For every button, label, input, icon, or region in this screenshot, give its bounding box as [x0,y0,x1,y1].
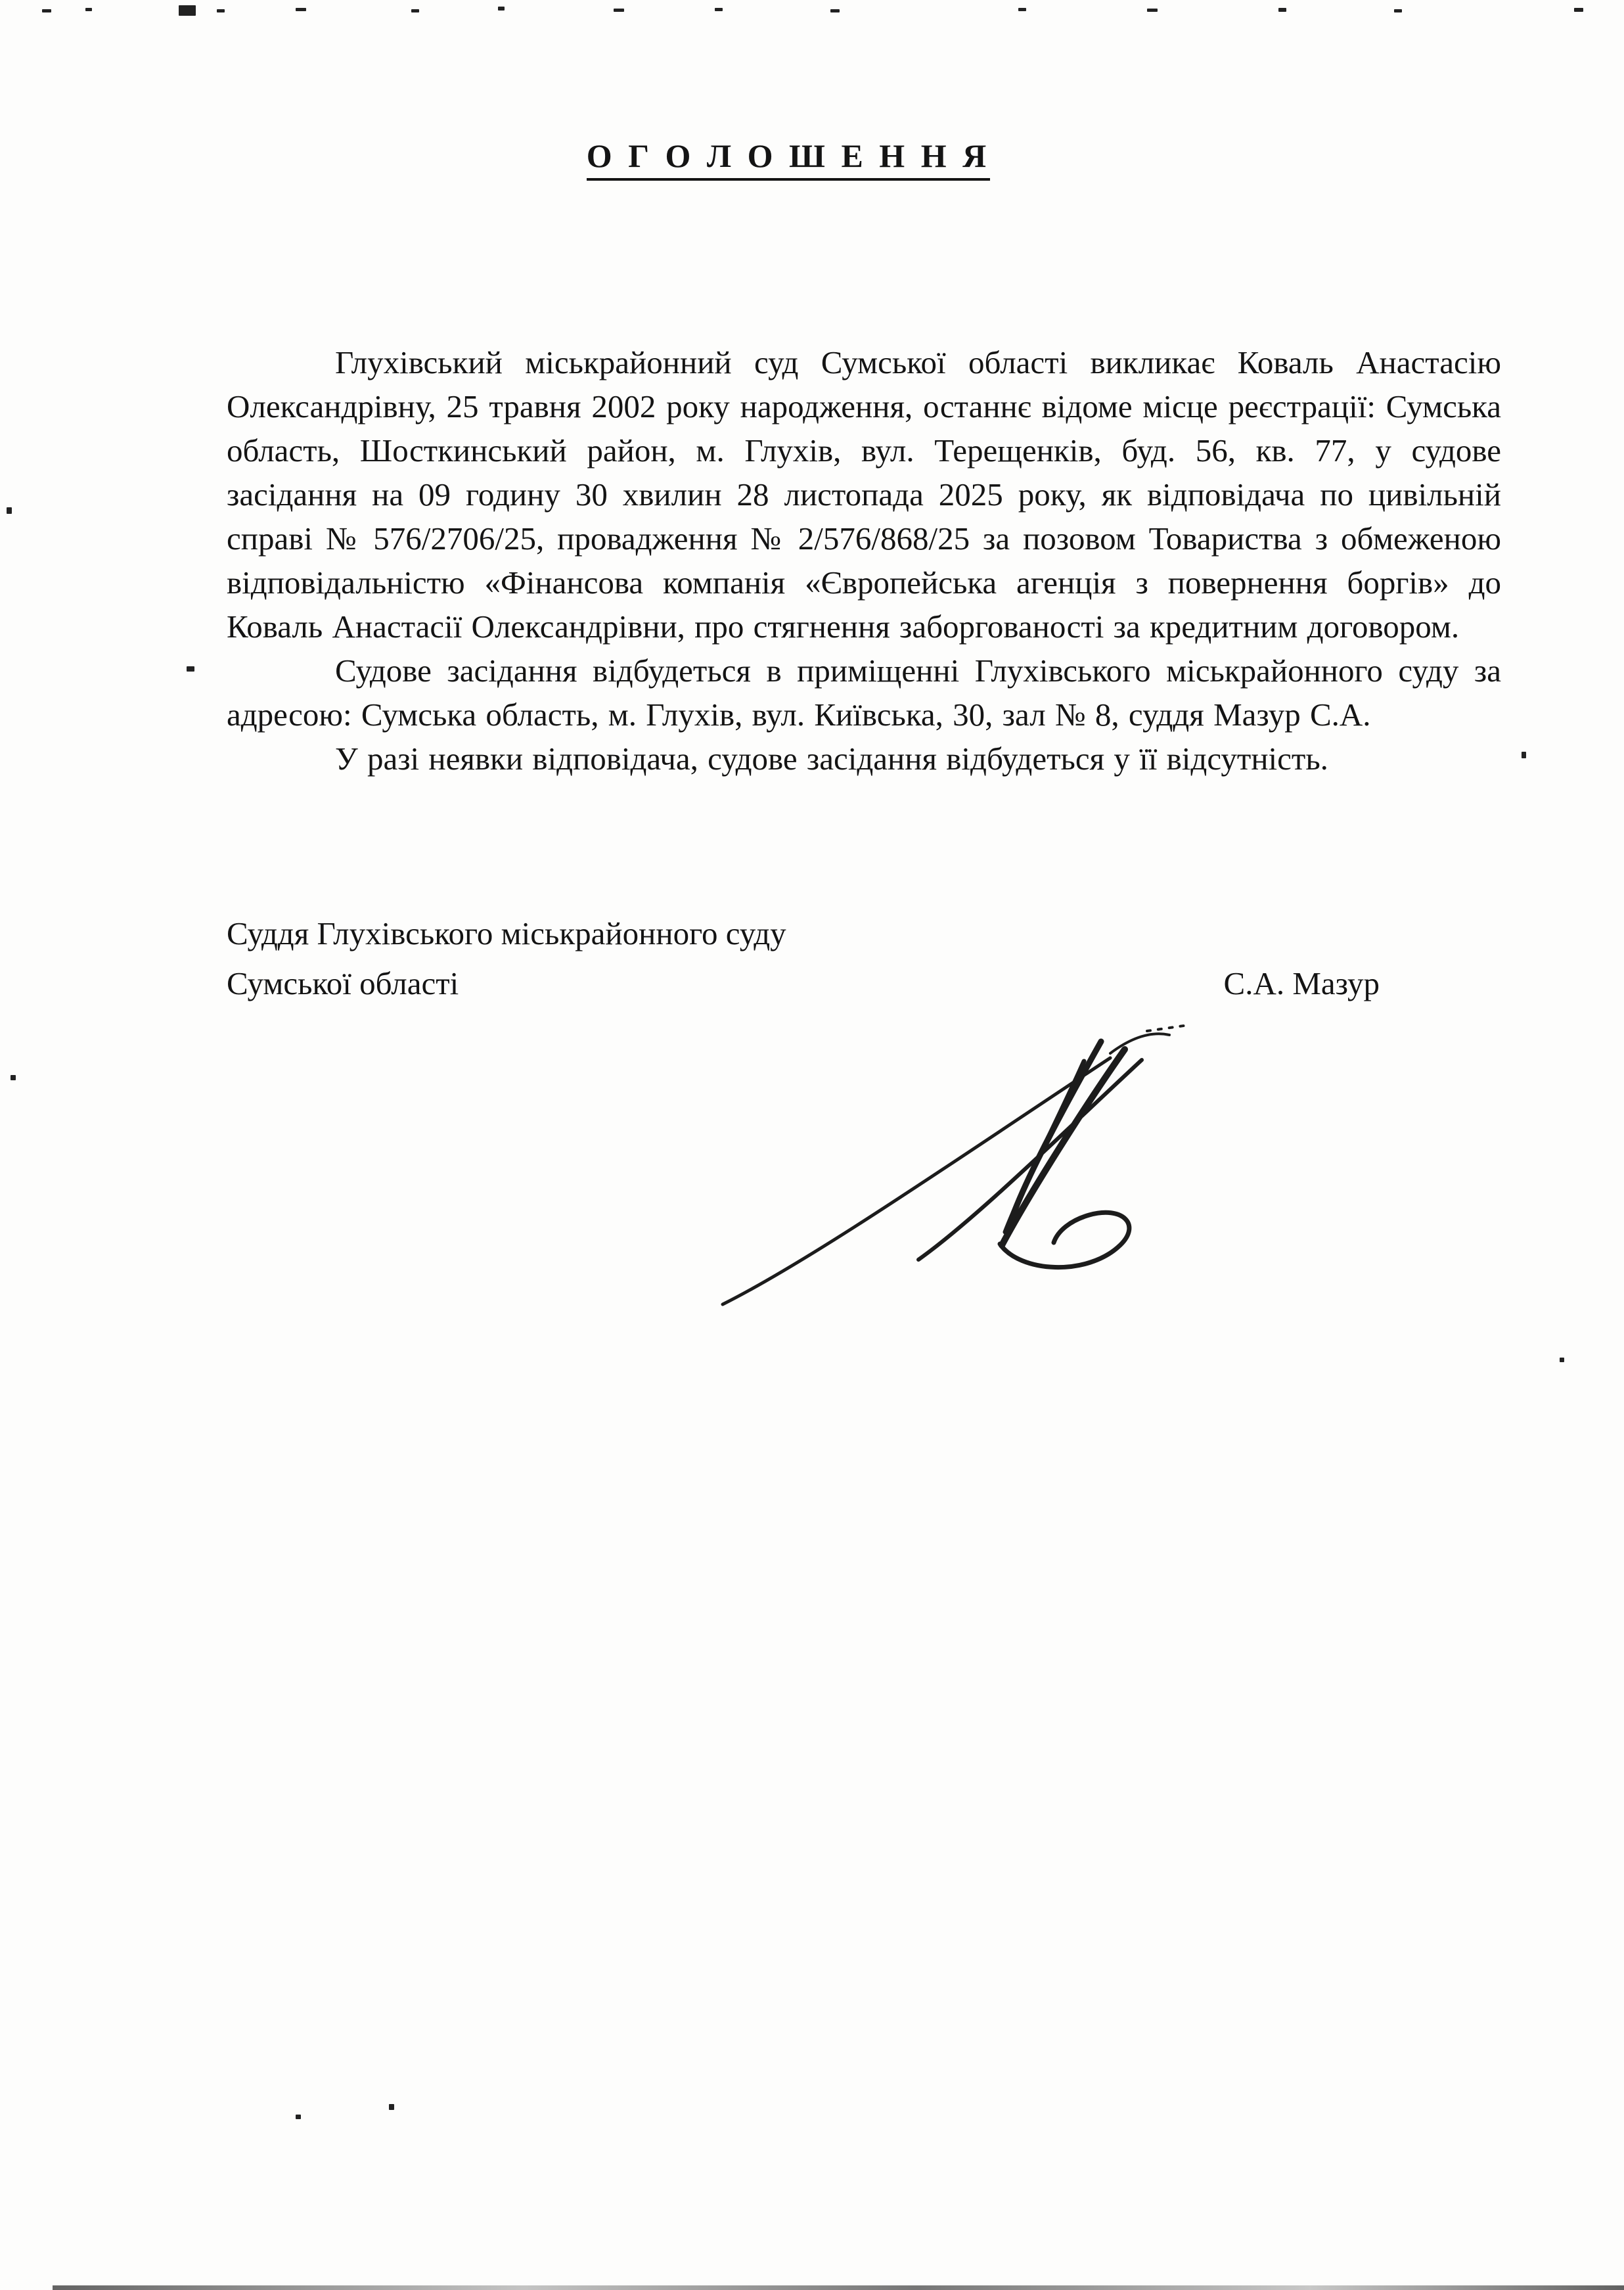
scan-artifact [187,666,194,672]
document-title-text: О Г О Л О Ш Е Н Н Я [587,137,990,181]
document-title [227,137,1350,175]
scan-bottom-edge [53,2285,1624,2290]
scan-artifact [1147,9,1158,12]
scan-artifact [296,2115,301,2119]
scan-artifact [715,8,723,11]
scan-artifact [179,5,196,16]
signer-role [227,909,786,1009]
scan-artifact [1278,8,1286,12]
scan-artifact [411,9,419,12]
scan-artifact [389,2104,394,2110]
scan-artifact [296,8,306,11]
scan-artifact [217,9,225,12]
scan-artifact [830,9,840,12]
scan-artifact [42,9,51,12]
scan-artifact [1394,9,1402,12]
signer-role-line2: Сумської області [227,965,459,1001]
paragraph-absence-notice: У разі неявки відповідача, судове засідання відбудеться у її відсутність. [335,741,1328,777]
paragraph-hearing-location: Судове засідання відбудеться в приміщенні Глухівського міськрайонного суду за адресою: Сумська область, м. Глухів, вул. Київська, 30, зал № 8, суддя Мазур С.А. [227,653,1501,733]
scan-artifact [7,507,12,514]
scan-artifact [1522,752,1526,758]
scan-artifact [85,8,92,11]
scan-artifact [1574,8,1583,12]
scan-artifact [1560,1358,1564,1362]
scan-artifact [11,1075,16,1080]
document-content [0,0,1624,1009]
signer-name: С.А. Мазур [1223,965,1380,1001]
scan-artifact [498,7,505,11]
paragraph-summons: Глухівський міськрайонний суд Сумської області викликає Коваль Анастасію Олександрівну, 25 травня 2002 року народження, останнє відоме місце реєстрації: Сумська область, Шосткинський район, м. Глухів, вул. Терещенків, буд. 56, кв. 77, у судове засідання на 09 годину 30 хвилин 28 листопада 2025 року, як відповідача по цивільній справі № 576/2706/25, провадження № 2/576/868/25 за позовом Товариства з обмеженою відповідальністю «Фінансова компанія «Європейська агенція з повернення боргів» до Коваль Анастасії Олександрівни, про стягнення заборгованості за кредитним договором. [227,344,1501,645]
handwritten-signature [716,1022,1189,1317]
signature-block [227,909,1501,1009]
scan-artifact [614,9,624,12]
signer-role-line1: Суддя Глухівського міськрайонного суду [227,915,786,951]
scan-artifact [1018,8,1026,11]
